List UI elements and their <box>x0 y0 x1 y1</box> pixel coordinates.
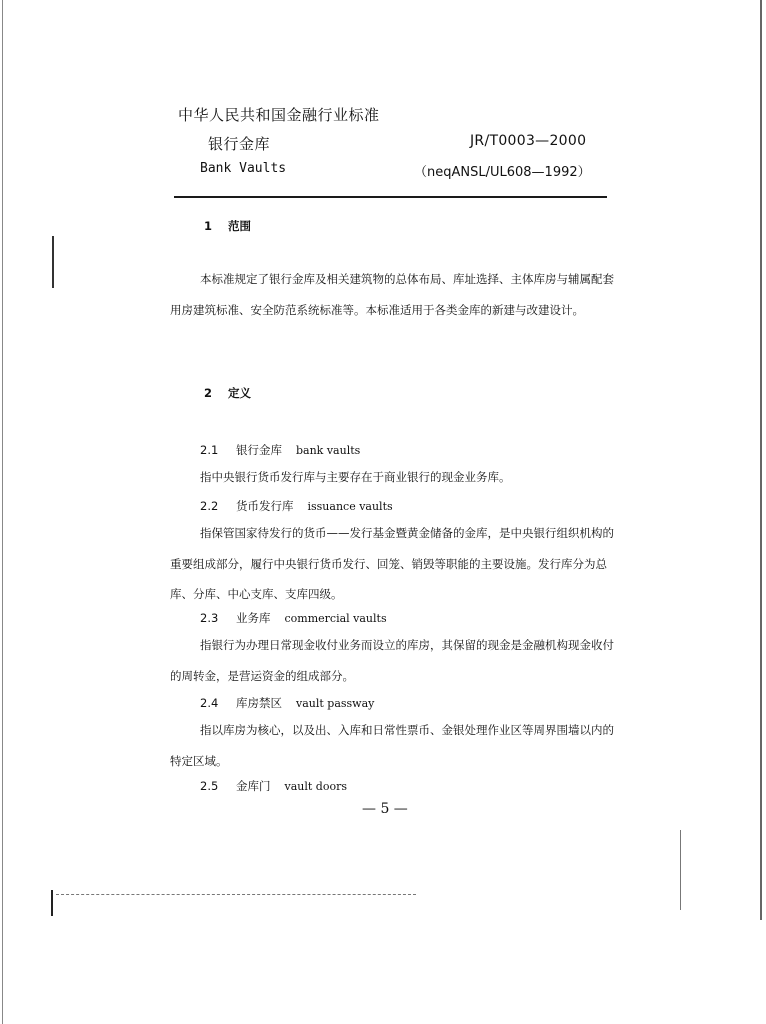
english-title: Bank Vaults <box>200 161 287 176</box>
definition-text: 指以库房为核心，以及出、入库和日常性票币、金银处理作业区等周界围墙以内的特定区域。 <box>170 723 614 768</box>
equivalence-note: （neqANSL/UL608—1992） <box>414 165 591 180</box>
term-number: 2.1 <box>200 443 219 457</box>
section-title: 定义 <box>228 386 252 400</box>
definition-term <box>200 695 374 711</box>
definition-term <box>200 442 360 458</box>
term-name: 业务库 <box>236 611 271 625</box>
term-name: 库房禁区 <box>236 696 282 710</box>
scan-edge-left <box>2 0 3 1024</box>
term-english: commercial vaults <box>284 612 387 625</box>
term-name: 金库门 <box>236 779 271 793</box>
definition-text: 指中央银行货币发行库与主要存在于商业银行的现金业务库。 <box>200 470 511 484</box>
section-title: 范围 <box>228 219 252 233</box>
term-name: 货币发行库 <box>236 499 294 513</box>
scope-paragraph: 本标准规定了银行金库及相关建筑物的总体布局、库址选择、主体库房与辅属配套用房建筑标准、安全防范系统标准等。本标准适用于各类金库的新建与改建设计。 <box>170 272 614 317</box>
definition-term <box>200 498 393 514</box>
section-heading-definitions <box>204 385 251 401</box>
page-number: — 5 — <box>362 801 408 817</box>
definition-text: 指保管国家待发行的货币——发行基金暨黄金储备的金库，是中央银行组织机构的重要组成部分，履行中央银行货币发行、回笼、销毁等职能的主要设施。发行库分为总库、分库、中心支库、支库四级。 <box>170 526 614 601</box>
section-heading-scope <box>204 218 251 234</box>
term-english: issuance vaults <box>307 500 393 513</box>
scan-mark-bottom-left <box>51 890 53 916</box>
term-name: 银行金库 <box>236 443 282 457</box>
term-number: 2.5 <box>200 779 219 793</box>
term-number: 2.3 <box>200 611 219 625</box>
section-number: 2 <box>204 386 213 400</box>
term-english: bank vaults <box>296 444 361 457</box>
definition-term <box>200 778 347 794</box>
standard-category-title: 中华人民共和国金融行业标准 <box>178 106 380 124</box>
definition-text: 指银行为办理日常现金收付业务而设立的库房，其保留的现金是金融机构现金收付的周转金，是营运资金的组成部分。 <box>170 638 614 683</box>
scan-mark-left <box>52 236 54 288</box>
scan-mark-right-bottom <box>680 830 681 910</box>
document-title: 银行金库 <box>208 135 271 153</box>
definition-term <box>200 610 387 626</box>
scan-edge-right <box>760 0 762 920</box>
scan-dotted-line <box>56 894 416 895</box>
header-divider <box>174 196 607 198</box>
term-english: vault passway <box>296 697 375 710</box>
term-number: 2.4 <box>200 696 219 710</box>
term-number: 2.2 <box>200 499 219 513</box>
standard-code: JR/T0003—2000 <box>470 133 587 149</box>
section-number: 1 <box>204 219 213 233</box>
term-english: vault doors <box>284 780 347 793</box>
